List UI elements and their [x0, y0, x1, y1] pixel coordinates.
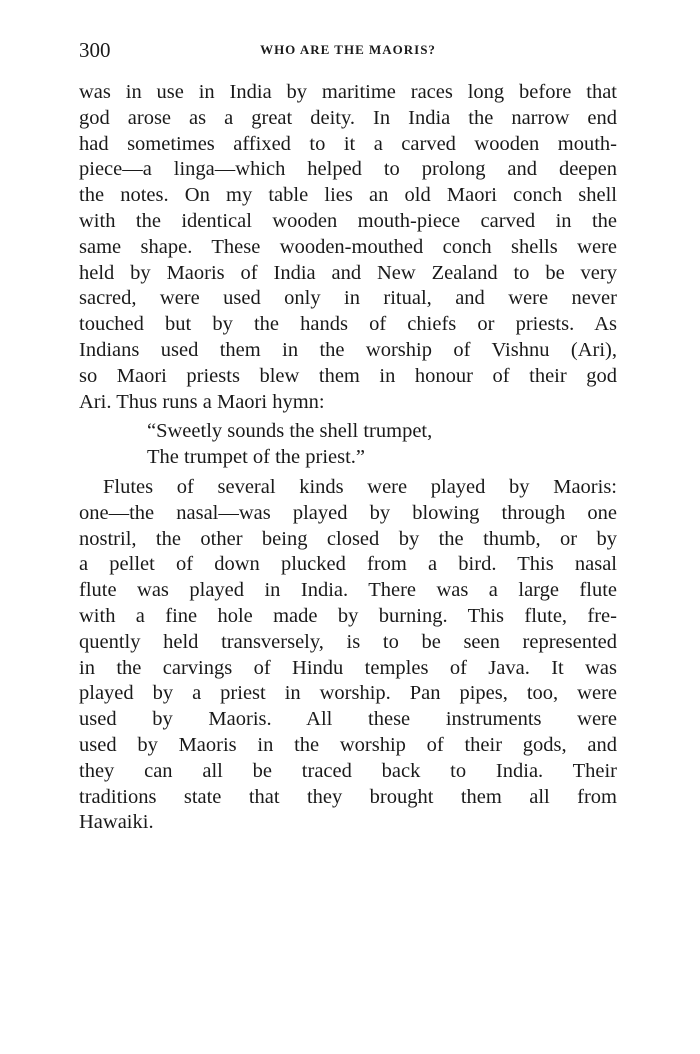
text-line: with a fine hole made by burning. This flute, fre-: [79, 604, 617, 627]
body-text: [79, 80, 617, 836]
text-line: a pellet of down plucked from a bird. This nasal: [79, 553, 617, 576]
text-line: sacred, were used only in ritual, and were never: [79, 287, 617, 310]
text-line: nostril, the other being closed by the thumb, or by: [79, 527, 617, 550]
text-line: Flutes of several kinds were played by Maoris:: [103, 475, 617, 498]
text-line: was in use in India by maritime races long before that: [79, 81, 617, 103]
text-line: Ari. Thus runs a Maori hymn:: [79, 390, 325, 413]
text-line: flute was played in India. There was a large flute: [79, 579, 617, 602]
text-line: in the carvings of Hindu temples of Java. It was: [79, 656, 617, 679]
text-line: god arose as a great deity. In India the narrow end: [79, 106, 617, 129]
running-head: WHO ARE THE MAORIS?: [260, 42, 436, 57]
text-line: same shape. These wooden-mouthed conch shells were: [79, 235, 617, 258]
paragraph-2: [79, 475, 617, 836]
text-line: traditions state that they brought them all from: [79, 785, 617, 808]
page-header: [79, 38, 617, 64]
hymn-line: “Sweetly sounds the shell trumpet,: [147, 420, 433, 443]
text-line: so Maori priests blew them in honour of their god: [79, 364, 617, 387]
quoted-hymn: [79, 419, 617, 471]
text-line: touched but by the hands of chiefs or priests. As: [79, 313, 617, 336]
text-line: played by a priest in worship. Pan pipes, too, were: [79, 682, 617, 705]
text-line: Hawaiki.: [79, 811, 154, 834]
text-line: held by Maoris of India and New Zealand to be very: [79, 261, 617, 284]
page-number: 300: [79, 38, 111, 62]
text-line: used by Maoris. All these instruments were: [79, 708, 617, 731]
text-line: Indians used them in the worship of Vishnu (Ari),: [79, 338, 617, 361]
text-line: they can all be traced back to India. Their: [79, 759, 617, 782]
hymn-line: The trumpet of the priest.”: [147, 446, 366, 469]
text-line: one—the nasal—was played by blowing through one: [79, 501, 617, 524]
text-line: quently held transversely, is to be seen represented: [79, 630, 617, 653]
text-line: the notes. On my table lies an old Maori conch shell: [79, 184, 617, 207]
text-line: with the identical wooden mouth-piece carved in the: [79, 209, 617, 232]
text-line: piece—a linga—which helped to prolong and deepen: [79, 158, 617, 181]
text-line: had sometimes affixed to it a carved wooden mouth-: [79, 132, 617, 155]
paragraph-1: [79, 80, 617, 415]
text-line: used by Maoris in the worship of their gods, and: [79, 733, 617, 756]
